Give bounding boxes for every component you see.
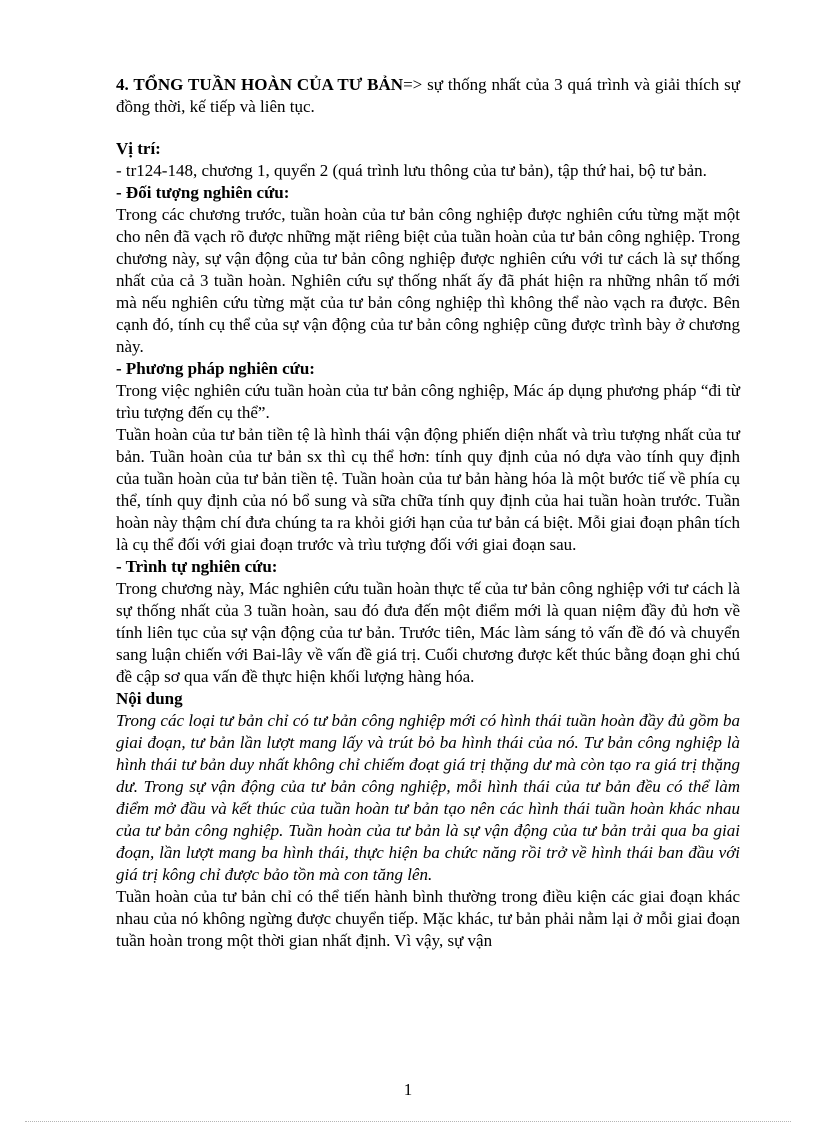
position-label: Vị trí: bbox=[116, 139, 161, 158]
section-heading bbox=[116, 74, 740, 118]
section-heading-subtitle: => sự thống nhất của 3 quá trình và giải thích sự đồng thời, kế tiếp và liên tục. bbox=[116, 75, 740, 116]
spacer bbox=[116, 118, 740, 138]
method-label: - Phương pháp nghiên cứu: bbox=[116, 359, 315, 378]
object-label: - Đối tượng nghiên cứu: bbox=[116, 183, 290, 202]
page-number: 1 bbox=[403, 1080, 413, 1099]
content-italic-text: Trong các loại tư bản chỉ có tư bản công nghiệp mới có hình thái tuần hoàn đầy đủ gồm ba giai đoạn, tư bản lần lượt mang lấy và trút bỏ ba hình thái của nó. Tư bản công nghiệp là hình thái tư bản duy nhất không chỉ chiếm đoạt giá trị thặng dư mà còn tạo ra giá trị thặng dư. Trong sự vận động của tư bản công nghiệp, mỗi hình thái của tư bản đều có thể làm điểm mở đầu và kết thúc của tuần hoàn tư bản tạo nên các hình thái tuần hoàn khác nhau của tư bản công nghiệp. Tuần hoàn của tư bản là sự vận động của tư bản trải qua ba giai đoạn, lần lượt mang ba hình thái, thực hiện ba chức năng rồi trở về hình thái ban đầu với giá trị kông chỉ được bảo tồn mà con tăng lên. bbox=[116, 711, 740, 884]
content-text: Tuần hoàn của tư bản chỉ có thể tiến hành bình thường trong điều kiện các giai đoạn khác nhau của nó không ngừng được chuyển tiếp. Mặc khác, tư bản phải nằm lại ở mỗi giai đoạn tuần hoàn trong một thời gian nhất định. Vì vậy, sự vận bbox=[116, 887, 740, 950]
page-bottom-divider bbox=[25, 1121, 791, 1122]
method-text-1: Trong việc nghiên cứu tuần hoàn của tư bản công nghiệp, Mác áp dụng phương pháp “đi từ trìu tượng đến cụ thể”. bbox=[116, 381, 740, 422]
sequence-text: Trong chương này, Mác nghiên cứu tuần hoàn thực tế của tư bản công nghiệp với tư cách là sự thống nhất của 3 tuần hoàn, sau đó đưa đến một điểm mới là quan niệm đầy đủ hơn về tính liên tục của sự vận động của tư bản. Trước tiên, Mác làm sáng tỏ vấn đề đó và chuyển sang luận chiến với Bai-lây về vấn đề giá trị. Cuối chương được kết thúc bằng đoạn ghi chú đề cập sơ qua vấn đề thực hiện khối lượng hàng hóa. bbox=[116, 579, 740, 686]
sequence-label: - Trình tự nghiên cứu: bbox=[116, 557, 278, 576]
content-label: Nội dung bbox=[116, 689, 183, 708]
method-text-2: Tuần hoàn của tư bản tiền tệ là hình thái vận động phiến diện nhất và trìu tượng nhất của tư bản. Tuần hoàn của tư bản sx thì cụ thể hơn: tính quy định của nó dựa vào tính quy định của tuần hoàn của tư bản tiền tệ. Tuần hoàn của tư bản hàng hóa là một bước tiế về phía cụ thể, tính quy định của nó bổ sung và sữa chữa tính quy định của hai tuần hoàn trước. Tuần hoàn này thậm chí đưa chúng ta ra khỏi giới hạn của tư bản cá biệt. Mỗi giai đoạn phân tích là cụ thể đối với giai đoạn trước và trìu tượng đối với giai đoạn sau. bbox=[116, 425, 740, 554]
document-body bbox=[116, 74, 740, 952]
object-text: Trong các chương trước, tuần hoàn của tư bản công nghiệp được nghiên cứu từng mặt một cho nên đã vạch rõ được những mặt riêng biệt của tuần hoàn của tư bản công nghiệp. Trong chương này, sự vận động của tư bản công nghiệp được nghiên cứu với tư cách là sự thống nhất của cả 3 tuần hoàn. Nghiên cứu sự thống nhất ấy đã phát hiện ra những nhân tố mới mà nếu nghiên cứu từng mặt của tư bản công nghiệp thì không thể nào vạch ra được. Bên cạnh đó, tính cụ thể của sự vận động của tư bản công nghiệp cũng được trình bày ở chương này. bbox=[116, 205, 740, 356]
section-heading-title: 4. TỔNG TUẦN HOÀN CỦA TƯ BẢN bbox=[116, 75, 404, 94]
position-text: - tr124-148, chương 1, quyển 2 (quá trình lưu thông của tư bản), tập thứ hai, bộ tư bản. bbox=[116, 161, 707, 180]
